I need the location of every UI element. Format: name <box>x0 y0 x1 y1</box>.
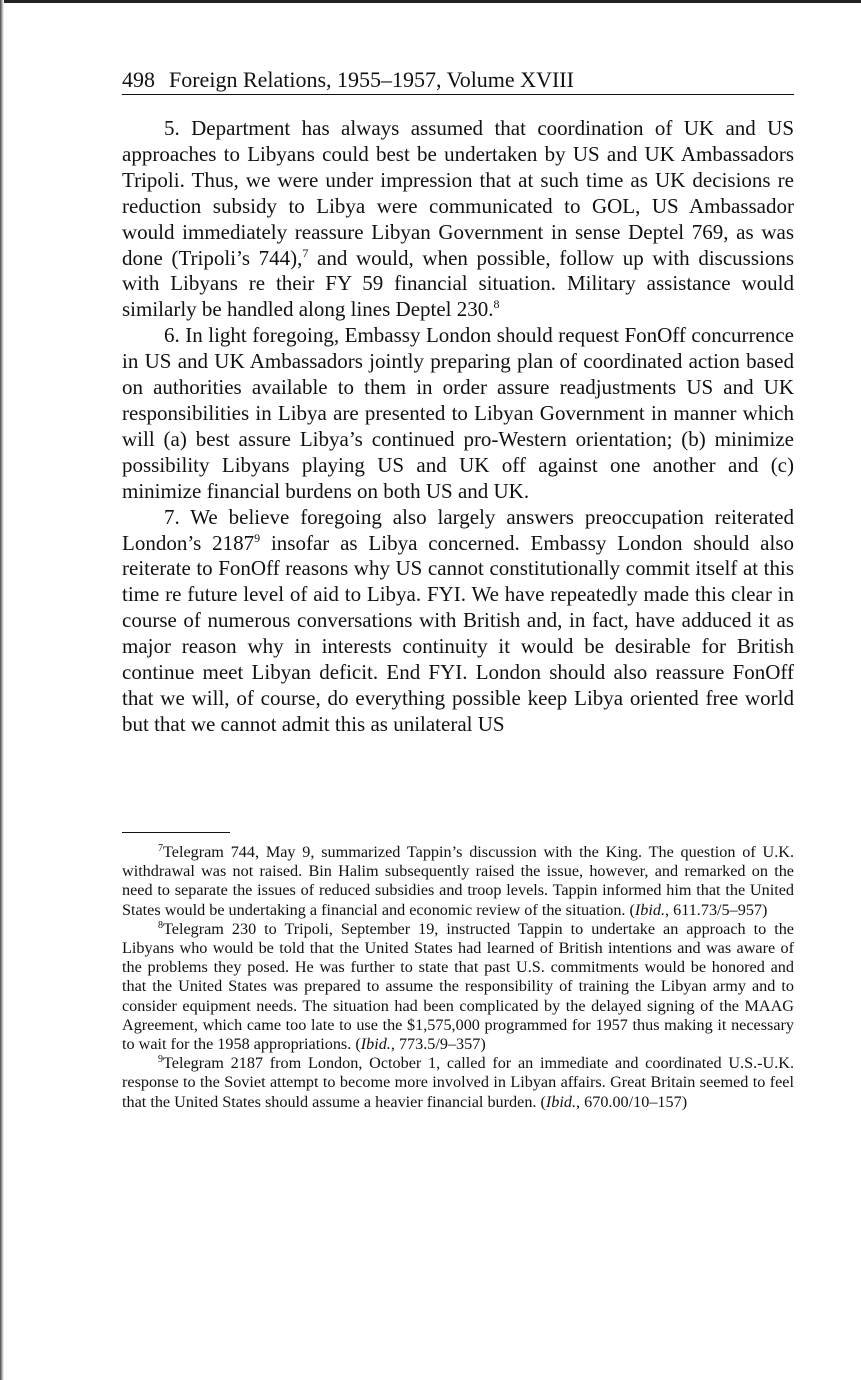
footnote-text: Telegram 230 to Tripoli, September 19, instructed Tappin to undertake an approach to the Libyans who would be told that the United States had learned of British intentions and was aware of the problems they posed. He was further to state that past U.S. commitments would be honored and that the United States was prepared to assume the responsibility of training the Libyan army and to consider equipment needs. The situation had been complicated by the delayed signing of the MAAG Agreement, which came too late to use the $1,575,000 programmed for 1957 thus making it necessary to wait for the 1958 appropriations. ( <box>122 919 794 1054</box>
footnote-7 <box>122 843 794 920</box>
scan-left-edge <box>0 0 4 1380</box>
footnote-ref-8[interactable]: 8 <box>493 297 500 312</box>
file-citation: , 670.00/10–157) <box>576 1092 688 1111</box>
footnote-9 <box>122 1054 794 1112</box>
scan-top-edge <box>0 0 861 3</box>
paragraph-5-text-a: 5. Department has always assumed that coordination of UK and US approaches to Libyans could best be undertaken by US and UK Ambassadors Tripoli. Thus, we were under impression that at such time as UK decisions re reduction subsidy to Libya were communicated to GOL, US Ambassador would immediately reassure Libyan Government in sense Deptel 769, as was done (Tripoli’s 744), <box>122 116 794 270</box>
file-citation: , 611.73/5–957) <box>665 900 768 919</box>
paragraph-7-text-a: 7. We believe foregoing also largely answers preoccupation reiterated London’s 2187 <box>122 504 794 555</box>
footnote-ref-7[interactable]: 7 <box>302 245 309 260</box>
footnote-marker: 8 <box>158 919 163 931</box>
paragraph-7 <box>122 505 794 738</box>
volume-title: Foreign Relations, 1955–1957, Volume XVIII <box>169 67 574 92</box>
ibid-citation: Ibid. <box>634 900 666 919</box>
ibid-citation: Ibid. <box>545 1092 577 1111</box>
footnotes <box>122 843 794 1112</box>
main-text <box>122 116 794 738</box>
footnote-8 <box>122 920 794 1054</box>
paragraph-6: 6. In light foregoing, Embassy London should request FonOff concurrence in US and UK Ambassadors jointly preparing plan of coordinated action based on authorities available to them in order assure readjustments US and UK responsibilities in Libya are presented to Libyan Government in manner which will (a) best assure Libya’s continued pro-Western orientation; (b) minimize possibility Libyans playing US and UK off against one another and (c) minimize financial burdens on both US and UK. <box>122 323 794 503</box>
footnote-text: Telegram 744, May 9, summarized Tappin’s discussion with the King. The question of U.K. withdrawal was not raised. Bin Halim subsequently raised the issue, however, and remarked on the need to separate the issues of reduced subsidies and troop levels. Tappin informed him that the United States would be undertaking a financial and economic review of the situation. ( <box>122 843 794 919</box>
paragraph-7-text-b: insofar as Libya concerned. Embassy London should also reiterate to FonOff reasons why US cannot constitutionally commit itself at this time re future level of aid to Libya. FYI. We have repeatedly made this clear in course of numerous conversations with British and, in fact, have adduced it as major reason why in interests continuity it would be desirable for British continue meet Libyan deficit. End FYI. London should also reassure FonOff that we will, of course, do everything possible keep Libya oriented free world but that we cannot admit this as unilateral US <box>122 530 794 736</box>
footnote-ref-9[interactable]: 9 <box>254 530 261 545</box>
running-header <box>122 66 794 95</box>
ibid-citation: Ibid. <box>360 1035 391 1054</box>
footnote-text: Telegram 2187 from London, October 1, called for an immediate and coordinated U.S.-U.K. response to the Soviet attempt to become more involved in Libyan affairs. Great Britain seemed to feel that the United States should assume a heavier financial burden. ( <box>122 1054 794 1111</box>
paragraph-5-text-b: and would, when possible, follow up with discussions with Libyans re their FY 59 financial situation. Military assistance would similarly be handled along lines Deptel 230. <box>122 245 794 322</box>
footnote-marker: 9 <box>158 1054 163 1066</box>
page-number: 498 <box>122 67 155 92</box>
footnote-marker: 7 <box>158 843 163 854</box>
footnote-divider <box>122 832 230 833</box>
file-citation: , 773.5/9–357) <box>390 1035 486 1054</box>
paragraph-5 <box>122 116 794 323</box>
